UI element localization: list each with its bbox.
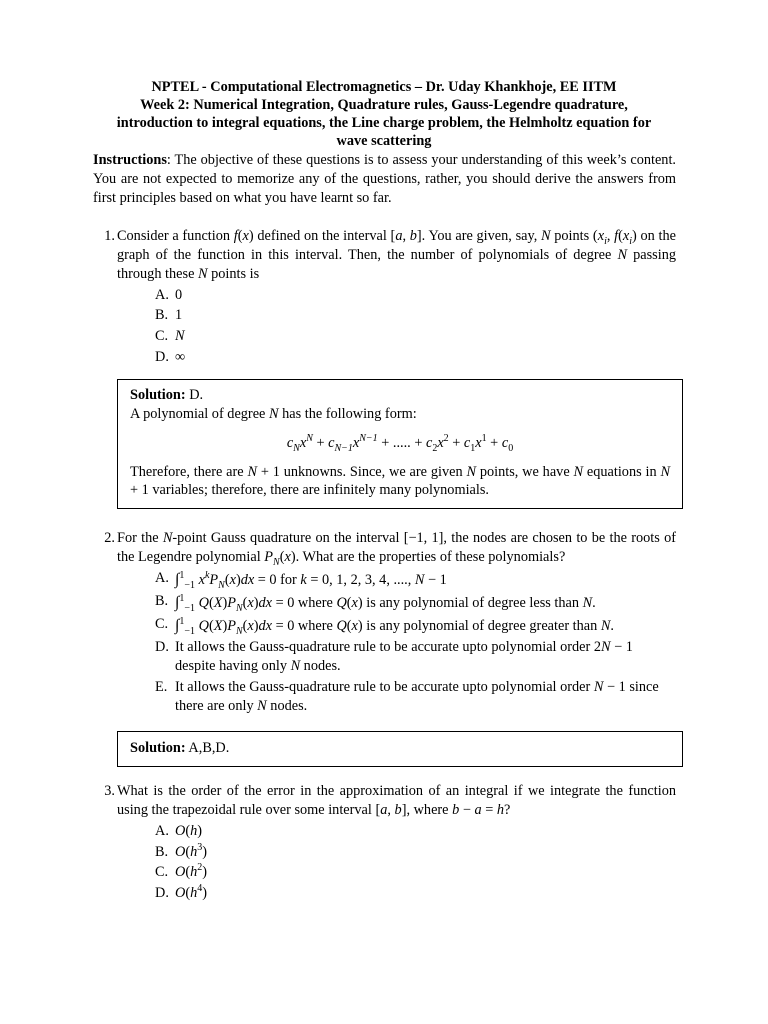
question-1-options	[155, 286, 676, 367]
question-3	[93, 782, 676, 905]
question-3-text: What is the order of the error in the approximation of an integral if we integrate the function using the trapezoidal rule over some interval [a, b], where b − a = h?	[117, 783, 676, 818]
option-text: 1	[175, 307, 183, 324]
question-1-text: Consider a function f(x) defined on the interval [a, b]. You are given, say, N points ($x_i$, $f(x_i)$ on the graph of the function in this interval. Then, the number of polynomials of degree N passing through these N points is	[117, 228, 677, 282]
header-line-1: NPTEL - Computational Electromagnetics – Dr. Uday Khankhoje, EE IITM	[151, 79, 617, 95]
header-line-3: introduction to integral equations, the Line charge problem, the Helmholtz equation for	[116, 115, 652, 132]
option-a[interactable]: A. ∫$^1_{-1}$ $x^kP_N(x)dx = 0$ for k = 0, 1, 2, 3, 4, ...., N − 1	[155, 569, 447, 591]
polynomial-equation: $c_Nx^N + c_{N-1}x^{N-1}$ + ..... + $c_2x^2 + c_1x^1 + c_0$	[286, 432, 514, 454]
solution-text: A polynomial of degree N has the following form:	[130, 405, 417, 422]
solution-label: Solution:	[130, 740, 186, 756]
instructions-label: Instructions	[93, 152, 167, 168]
option-letter: D.	[155, 349, 169, 366]
question-1-number: 1.	[104, 228, 115, 244]
option-letter: A.	[155, 286, 169, 303]
option-c[interactable]	[155, 327, 676, 346]
option-b[interactable]: B. $O(h^3)$	[155, 841, 208, 860]
option-d[interactable]: D. $O(h^4)$	[155, 883, 208, 902]
question-2-number: 2.	[104, 530, 115, 546]
header-line-2: Week 2: Numerical Integration, Quadrature rules, Gauss-Legendre quadrature,	[140, 97, 628, 114]
solution-answer: A,B,D.	[188, 740, 230, 756]
question-2-text: For the N-point Gauss quadrature on the interval [−1, 1], the nodes are chosen to be the roots of the Legendre polynomial $P_N(x)$. What are the properties of these polynomials?	[117, 530, 676, 568]
solution-answer: D.	[189, 387, 204, 403]
solution-label: Solution:	[130, 387, 186, 403]
option-d[interactable]	[155, 348, 676, 367]
option-text: N	[175, 328, 185, 345]
option-e[interactable]: E. It allows the Gauss-quadrature rule to be accurate upto polynomial order N − 1 since there are only N nodes.	[155, 678, 659, 714]
question-2-options	[155, 569, 676, 716]
option-c[interactable]: C. ∫$^1_{-1}$ $Q(X)P_N(x)dx = 0$ where Q(x) is any polynomial of degree greater than N.	[155, 615, 614, 637]
question-3-options	[155, 822, 676, 903]
question-3-number: 3.	[104, 783, 115, 799]
option-b[interactable]	[155, 306, 676, 325]
question-2	[93, 529, 676, 717]
option-a[interactable]: A. O(h)	[155, 822, 203, 839]
instructions	[93, 151, 676, 208]
document-header	[90, 78, 678, 151]
instructions-text: : The objective of these questions is to assess your understanding of this week’s content. You are not expected to memorize any of the questions, rather, you should derive the answers from first principles based on what you have learnt so far.	[93, 152, 676, 206]
option-letter: C.	[155, 328, 169, 345]
solution-box-1	[117, 379, 683, 509]
option-text: ∞	[175, 349, 186, 366]
solution-explanation: Therefore, there are N + 1 unknowns. Since, we are given N points, we have N equations in N + 1 variables; therefore, there are infinitely many polynomials.	[130, 463, 671, 499]
option-c[interactable]: C. $O(h^2)$	[155, 862, 208, 881]
option-letter: B.	[155, 307, 169, 324]
option-text: 0	[175, 286, 183, 303]
header-line-4: wave scattering	[336, 133, 432, 150]
option-a[interactable]	[155, 286, 676, 305]
option-d[interactable]: D. It allows the Gauss-quadrature rule to be accurate upto polynomial order 2N − 1 despite having only N nodes.	[155, 639, 633, 674]
solution-box-2	[117, 731, 683, 767]
option-b[interactable]: B. ∫$^1_{-1}$ $Q(X)P_N(x)dx = 0$ where Q(x) is any polynomial of degree less than N.	[155, 592, 596, 614]
question-1	[93, 227, 676, 369]
